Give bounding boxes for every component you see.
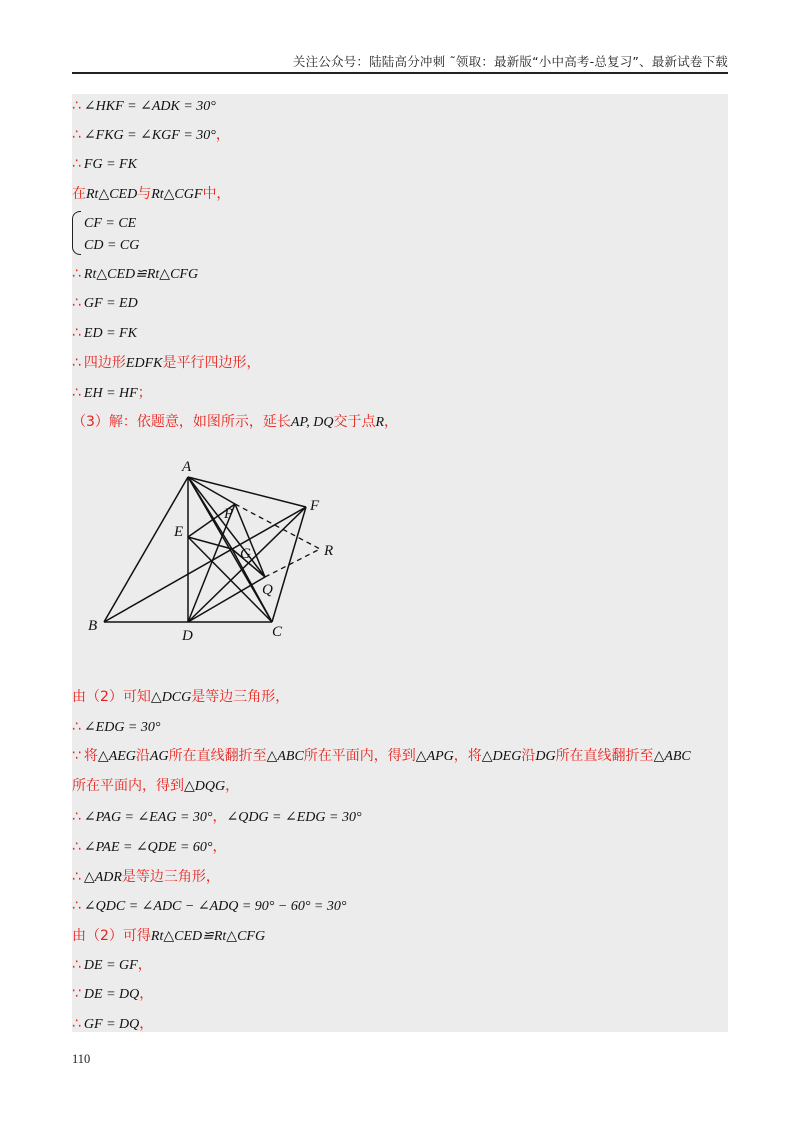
header-rule (72, 72, 728, 74)
page-header: 关注公众号：陆陆高分冲刺 ˜领取：最新版“小中高考-总复习”、最新试卷下载 (292, 54, 728, 69)
system-line-2: CD = CG (84, 238, 140, 253)
proof-line-6: ∴ GF = ED (72, 295, 138, 311)
proof-line-17: ∴ ∠QDC = ∠ADC − ∠ADQ = 90° − 60° = 30° (72, 898, 347, 914)
label-G: G (240, 546, 251, 562)
proof-line-11: ∴ ∠EDG = 30° (72, 719, 161, 735)
part-3-intro: （3）解：依题意，如图所示，延长AP, DQ交于点R， (72, 414, 399, 430)
proof-line-7: ∴ ED = FK (72, 325, 137, 341)
proof-line-10: 由（2）可知△DCG是等边三角形， (72, 689, 290, 705)
label-Q: Q (262, 582, 273, 598)
system-line-1: CF = CE (84, 216, 137, 231)
proof-line-14: ∴ ∠PAG = ∠EAG = 30°，∠QDG = ∠EDG = 30° (72, 809, 362, 825)
proof-line-1: ∴ ∠HKF = ∠ADK = 30° (72, 98, 216, 114)
proof-line-5: ∴ Rt△CED≌Rt△CFG (72, 266, 199, 282)
segment-PR-dashed (235, 504, 320, 549)
proof-line-21: ∴ GF = DQ， (72, 1016, 154, 1032)
segment-AF (188, 477, 306, 507)
proof-line-20: ∵ DE = DQ， (72, 986, 154, 1002)
proof-line-12: ∵ 将△AEG沿AG所在直线翻折至△ABC所在平面内，得到△APG，将△DEG沿DG所在直线翻折至△ABC (72, 748, 691, 764)
proof-line-3: ∴ FG = FK (72, 156, 137, 172)
label-B: B (88, 618, 98, 634)
label-R: R (324, 543, 334, 559)
geometry-figure (72, 452, 342, 652)
proof-line-15: ∴ ∠PAE = ∠QDE = 60°， (72, 839, 227, 855)
proof-line-9: ∴ EH = HF； (72, 385, 152, 401)
proof-line-16: ∴ △ADR是等边三角形， (72, 869, 220, 885)
label-C: C (272, 624, 283, 640)
label-D: D (182, 628, 193, 644)
label-P: P (224, 506, 234, 522)
label-E: E (174, 524, 184, 540)
page-number: 110 (72, 1052, 91, 1066)
label-A: A (182, 459, 192, 475)
proof-line-8: ∴ 四边形EDFK是平行四边形， (72, 355, 261, 371)
segment-AB (104, 477, 188, 622)
system-brace (72, 211, 81, 255)
label-F: F (310, 498, 320, 514)
proof-line-2: ∴ ∠FKG = ∠KGF = 30°， (72, 127, 230, 143)
proof-line-18: 由（2）可得Rt△CED≌Rt△CFG (72, 928, 266, 944)
proof-line-4: 在Rt△CED与Rt△CGF中， (72, 186, 231, 202)
proof-line-13: 所在平面内，得到△DQG， (72, 778, 240, 794)
proof-line-19: ∴ DE = GF， (72, 957, 152, 973)
